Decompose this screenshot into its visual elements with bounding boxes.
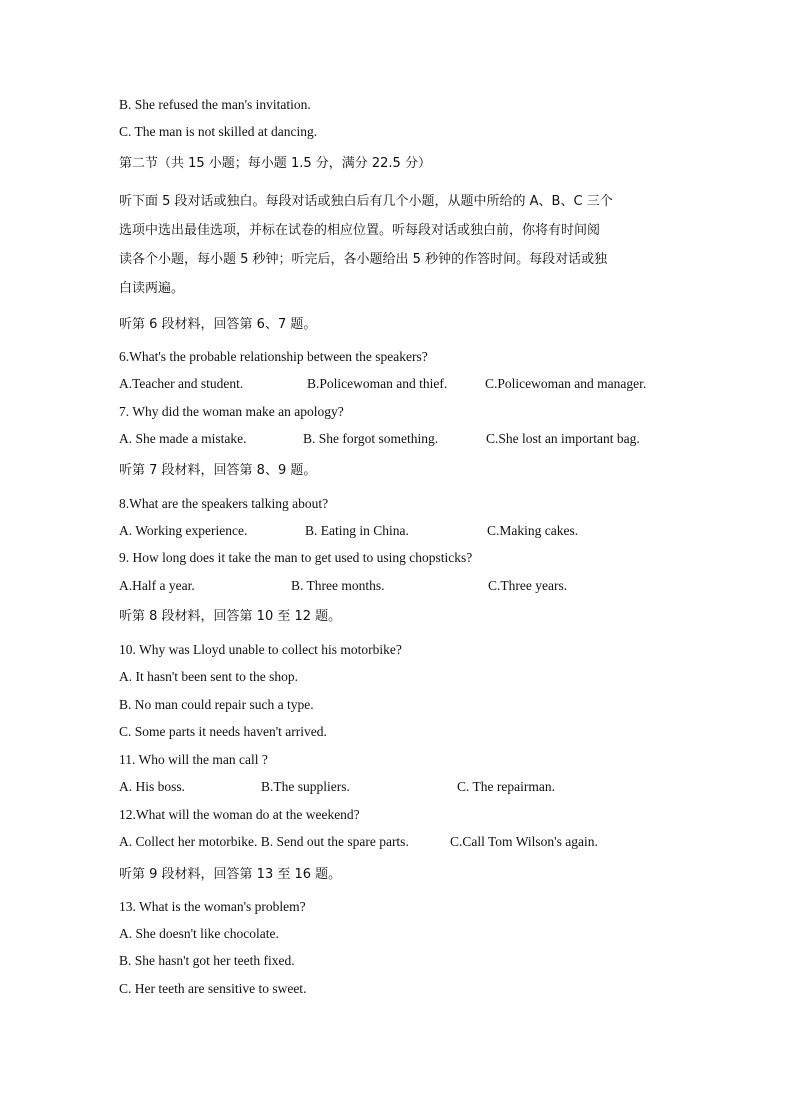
option-b: B. She hasn't got her teeth fixed. [119,953,295,968]
section-title: 第二节（共 15 小题；每小题 1.5 分，满分 22.5 分） [119,156,431,171]
prev-option-b: B. She refused the man's invitation. [119,97,311,112]
instructions [119,187,679,303]
question-stem: 11. Who will the man call ? [119,752,268,767]
option-a: A. Working experience. [119,523,248,538]
option-c: C.Policewoman and manager. [485,376,647,391]
option-c: C.Call Tom Wilson's again. [450,834,598,849]
option-c: C.She lost an important bag. [486,431,640,446]
option-c: C.Three years. [488,578,568,593]
group-heading: 听第 6 段材料，回答第 6、7 题。 [119,317,317,332]
question-stem: 10. Why was Lloyd unable to collect his motorbike? [119,642,402,657]
question-stem: 8.What are the speakers talking about? [119,496,329,511]
instruction-line: 读各个小题，每小题 5 秒钟；听完后，各小题给出 5 秒钟的作答时间。每段对话或独 [119,252,608,267]
option-b: B. Three months. [291,578,385,593]
group-heading: 听第 9 段材料，回答第 13 至 16 题。 [119,867,342,882]
option-b: B. Eating in China. [305,523,409,538]
option-a: A.Half a year. [119,578,195,593]
option-c: C. Some parts it needs haven't arrived. [119,724,327,739]
group-heading: 听第 7 段材料，回答第 8、9 题。 [119,463,317,478]
option-a-b: A. Collect her motorbike. B. Send out the spare parts. [119,834,409,849]
question-stem: 12.What will the woman do at the weekend? [119,807,360,822]
option-c: C.Making cakes. [487,523,579,538]
prev-option-c: C. The man is not skilled at dancing. [119,124,318,139]
option-b: B. No man could repair such a type. [119,697,314,712]
option-c: C. The repairman. [457,779,555,794]
question-stem: 13. What is the woman's problem? [119,899,306,914]
option-a: A. It hasn't been sent to the shop. [119,669,299,684]
option-a: A.Teacher and student. [119,376,244,391]
option-a: A. She doesn't like chocolate. [119,926,279,941]
question-stem: 9. How long does it take the man to get used to using chopsticks? [119,550,473,565]
option-b: B.The suppliers. [261,779,350,794]
option-a: A. She made a mistake. [119,431,247,446]
option-b: B. She forgot something. [303,431,439,446]
group-heading: 听第 8 段材料，回答第 10 至 12 题。 [119,609,342,624]
question-stem: 6.What's the probable relationship between the speakers? [119,349,428,364]
option-a: A. His boss. [119,779,186,794]
instruction-line: 听下面 5 段对话或独白。每段对话或独白后有几个小题，从题中所给的 A、B、C 三个 [119,194,613,209]
instruction-line: 白读两遍。 [119,281,185,296]
option-b: B.Policewoman and thief. [307,376,448,391]
question-stem: 7. Why did the woman make an apology? [119,404,344,419]
instruction-line: 选项中选出最佳选项，并标在试卷的相应位置。听每段对话或独白前，你将有时间阅 [119,223,601,238]
option-c: C. Her teeth are sensitive to sweet. [119,981,307,996]
